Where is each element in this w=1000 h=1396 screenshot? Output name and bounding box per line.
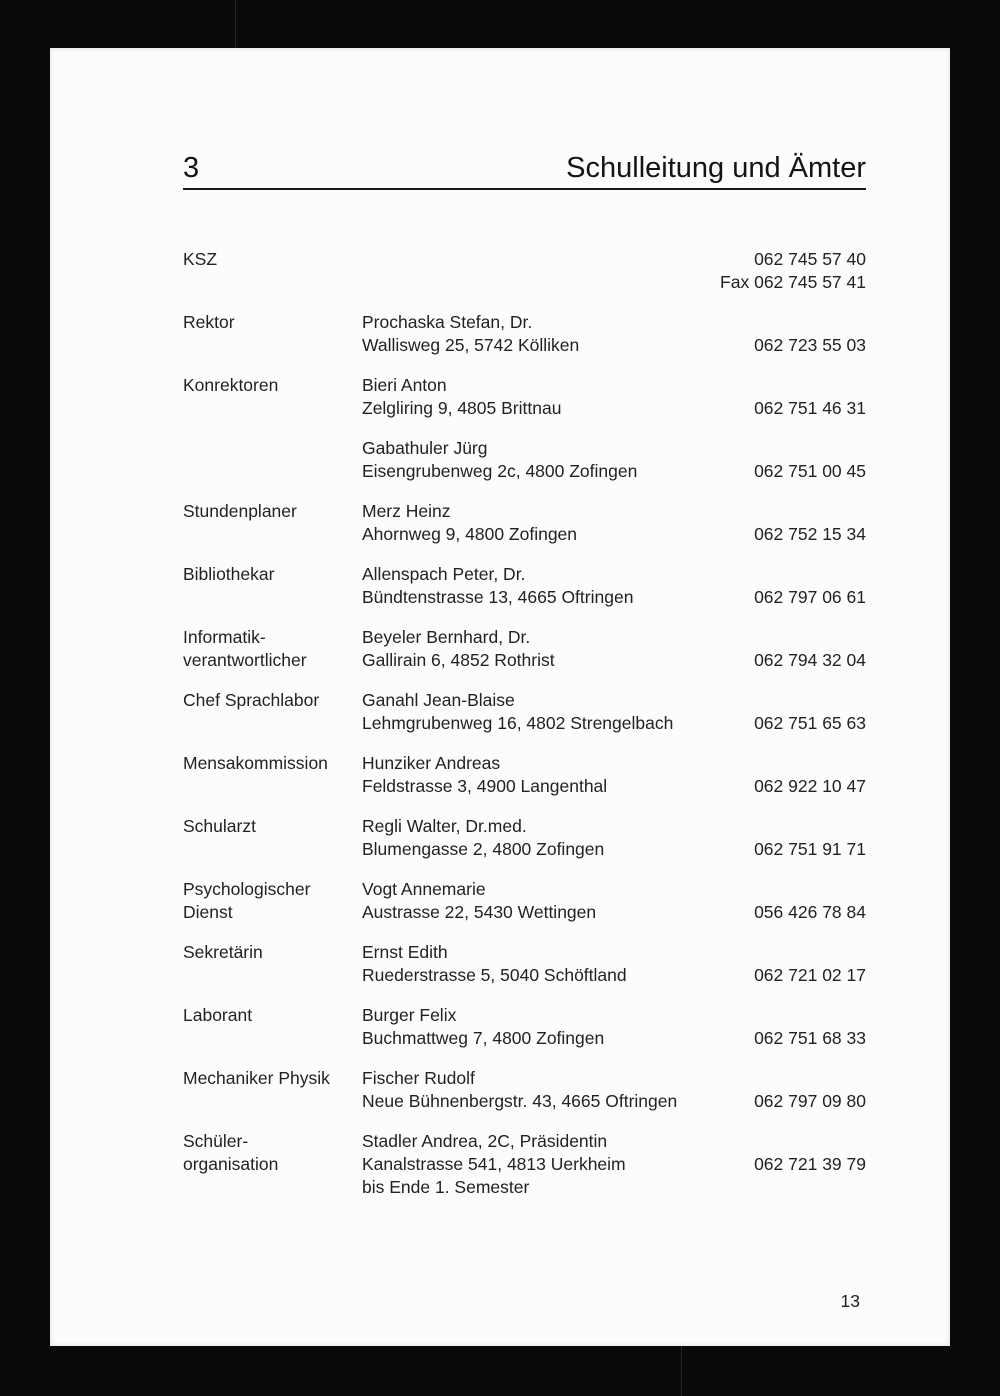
text-line: Mensakommission	[183, 753, 328, 773]
text-line: Burger Felix	[362, 1005, 457, 1025]
directory-entry	[183, 1067, 866, 1113]
text-line: 062 721 02 17	[754, 965, 866, 985]
directory-entry	[183, 815, 866, 861]
text-line: Stadler Andrea, 2C, Präsidentin	[362, 1131, 608, 1151]
text-line: Austrasse 22, 5430 Wettingen	[362, 902, 597, 922]
directory-entry	[183, 563, 866, 609]
text-line: Prochaska Stefan, Dr.	[362, 312, 533, 332]
text-line: Wallisweg 25, 5742 Kölliken	[362, 335, 580, 355]
directory-entry	[183, 437, 866, 483]
text-line: Psychologischer	[183, 879, 311, 899]
entry-phone	[754, 1130, 866, 1199]
text-line	[754, 374, 866, 397]
text-line: Blumengasse 2, 4800 Zofingen	[362, 839, 605, 859]
text-line: Ruederstrasse 5, 5040 Schöftland	[362, 965, 627, 985]
entry-role	[183, 374, 362, 420]
org-fax: Fax 062 745 57 41	[720, 272, 866, 292]
entry-role	[183, 878, 362, 924]
entry-person	[362, 311, 754, 357]
text-line: 056 426 78 84	[754, 902, 866, 922]
entry-role	[183, 689, 362, 735]
entry-phone	[754, 563, 866, 609]
text-line: Gabathuler Jürg	[362, 438, 488, 458]
entry-phone	[754, 500, 866, 546]
directory-entry	[183, 941, 866, 987]
text-line: Laborant	[183, 1005, 253, 1025]
chapter-title: Schulleitung und Ämter	[566, 152, 866, 184]
text-line	[754, 752, 866, 775]
entry-person	[362, 1004, 754, 1050]
text-line	[754, 1130, 866, 1153]
directory-entry	[183, 374, 866, 420]
text-line: 062 797 09 80	[754, 1091, 866, 1111]
directory-entry	[183, 689, 866, 735]
text-line: Mechaniker Physik	[183, 1068, 330, 1088]
text-line	[754, 878, 866, 901]
text-line: 062 723 55 03	[754, 335, 866, 355]
entry-person	[362, 815, 754, 861]
text-line: Ahornweg 9, 4800 Zofingen	[362, 524, 578, 544]
text-line	[754, 563, 866, 586]
text-line: Buchmattweg 7, 4800 Zofingen	[362, 1028, 605, 1048]
text-line: 062 751 00 45	[754, 461, 866, 481]
text-line: Schüler-	[183, 1131, 249, 1151]
text-line: Feldstrasse 3, 4900 Langenthal	[362, 776, 608, 796]
text-line: 062 751 46 31	[754, 398, 866, 418]
text-line: Eisengrubenweg 2c, 4800 Zofingen	[362, 461, 638, 481]
entry-person	[362, 1130, 754, 1199]
directory-entry	[183, 311, 866, 357]
text-line: Ernst Edith	[362, 942, 448, 962]
entry-phone	[754, 626, 866, 672]
directory-entry	[183, 878, 866, 924]
text-line: Hunziker Andreas	[362, 753, 501, 773]
directory-list	[183, 248, 866, 1199]
text-line	[754, 1067, 866, 1090]
text-line: 062 751 68 33	[754, 1028, 866, 1048]
text-line: Bibliothekar	[183, 564, 275, 584]
entry-phone	[754, 878, 866, 924]
text-line: Gallirain 6, 4852 Rothrist	[362, 650, 555, 670]
text-line: Konrektoren	[183, 375, 279, 395]
entry-person	[362, 374, 754, 420]
entry-phone	[754, 311, 866, 357]
entry-role	[183, 437, 362, 483]
entry-phone	[754, 437, 866, 483]
text-line: 062 751 91 71	[754, 839, 866, 859]
text-line	[754, 500, 866, 523]
entry-role	[183, 500, 362, 546]
text-line: Regli Walter, Dr.med.	[362, 816, 527, 836]
org-phone: 062 745 57 40	[754, 249, 866, 269]
entry-role	[183, 1130, 362, 1199]
text-line: Kanalstrasse 541, 4813 Uerkheim	[362, 1154, 626, 1174]
text-line: Rektor	[183, 312, 235, 332]
text-line: 062 797 06 61	[754, 587, 866, 607]
scan-artifact-seam	[235, 0, 236, 48]
entry-person	[362, 563, 754, 609]
text-line: Bündtenstrasse 13, 4665 Oftringen	[362, 587, 634, 607]
text-line: Lehmgrubenweg 16, 4802 Strengelbach	[362, 713, 674, 733]
directory-entry	[183, 752, 866, 798]
text-line: Stundenplaner	[183, 501, 297, 521]
text-line: Vogt Annemarie	[362, 879, 486, 899]
text-line	[754, 311, 866, 334]
text-line: Ganahl Jean-Blaise	[362, 690, 515, 710]
text-line	[754, 437, 866, 460]
text-line	[754, 689, 866, 712]
text-line: Zelgliring 9, 4805 Brittnau	[362, 398, 562, 418]
entry-person	[362, 752, 754, 798]
chapter-number: 3	[183, 152, 200, 184]
text-line: Beyeler Bernhard, Dr.	[362, 627, 531, 647]
entry-role	[183, 941, 362, 987]
text-line: 062 922 10 47	[754, 776, 866, 796]
entry-role	[183, 1004, 362, 1050]
text-line: Bieri Anton	[362, 375, 447, 395]
text-line: Neue Bühnenbergstr. 43, 4665 Oftringen	[362, 1091, 678, 1111]
entry-role	[183, 311, 362, 357]
entry-phone	[754, 1067, 866, 1113]
entry-person	[362, 626, 754, 672]
entry-person	[362, 1067, 754, 1113]
directory-entries	[183, 311, 866, 1199]
text-line: Allenspach Peter, Dr.	[362, 564, 526, 584]
entry-person	[362, 878, 754, 924]
directory-entry	[183, 500, 866, 546]
entry-phone	[754, 752, 866, 798]
text-line: Dienst	[183, 902, 233, 922]
text-line: Schularzt	[183, 816, 256, 836]
text-line: Informatik-	[183, 627, 266, 647]
text-line	[754, 941, 866, 964]
document-page	[50, 48, 950, 1346]
entry-phone	[754, 374, 866, 420]
text-line: 062 721 39 79	[754, 1154, 866, 1174]
chapter-header	[183, 152, 866, 190]
entry-person	[362, 500, 754, 546]
text-line	[754, 815, 866, 838]
entry-phone	[754, 941, 866, 987]
entry-role	[183, 815, 362, 861]
text-line: verantwortlicher	[183, 650, 307, 670]
entry-role	[183, 563, 362, 609]
text-line	[754, 626, 866, 649]
directory-entry	[183, 626, 866, 672]
entry-person	[362, 941, 754, 987]
scan-artifact-seam	[681, 1346, 682, 1396]
text-line: Sekretärin	[183, 942, 263, 962]
text-line	[754, 1004, 866, 1027]
page-number: 13	[840, 1291, 860, 1311]
page-content	[50, 48, 950, 1199]
text-line: Fischer Rudolf	[362, 1068, 475, 1088]
entry-role	[183, 752, 362, 798]
text-line: Merz Heinz	[362, 501, 451, 521]
directory-entry	[183, 1130, 866, 1199]
text-line: 062 752 15 34	[754, 524, 866, 544]
text-line: bis Ende 1. Semester	[362, 1177, 530, 1197]
org-label: KSZ	[183, 249, 218, 269]
entry-phone	[754, 1004, 866, 1050]
text-line: organisation	[183, 1154, 279, 1174]
entry-phone	[754, 689, 866, 735]
text-line: 062 751 65 63	[754, 713, 866, 733]
entry-role	[183, 626, 362, 672]
entry-person	[362, 437, 754, 483]
text-line: 062 794 32 04	[754, 650, 866, 670]
org-spacer	[362, 248, 720, 294]
text-line: Chef Sprachlabor	[183, 690, 320, 710]
header-rule	[183, 188, 866, 190]
directory-entry	[183, 1004, 866, 1050]
directory-header-row	[183, 248, 866, 294]
entry-phone	[754, 815, 866, 861]
entry-role	[183, 1067, 362, 1113]
entry-person	[362, 689, 754, 735]
